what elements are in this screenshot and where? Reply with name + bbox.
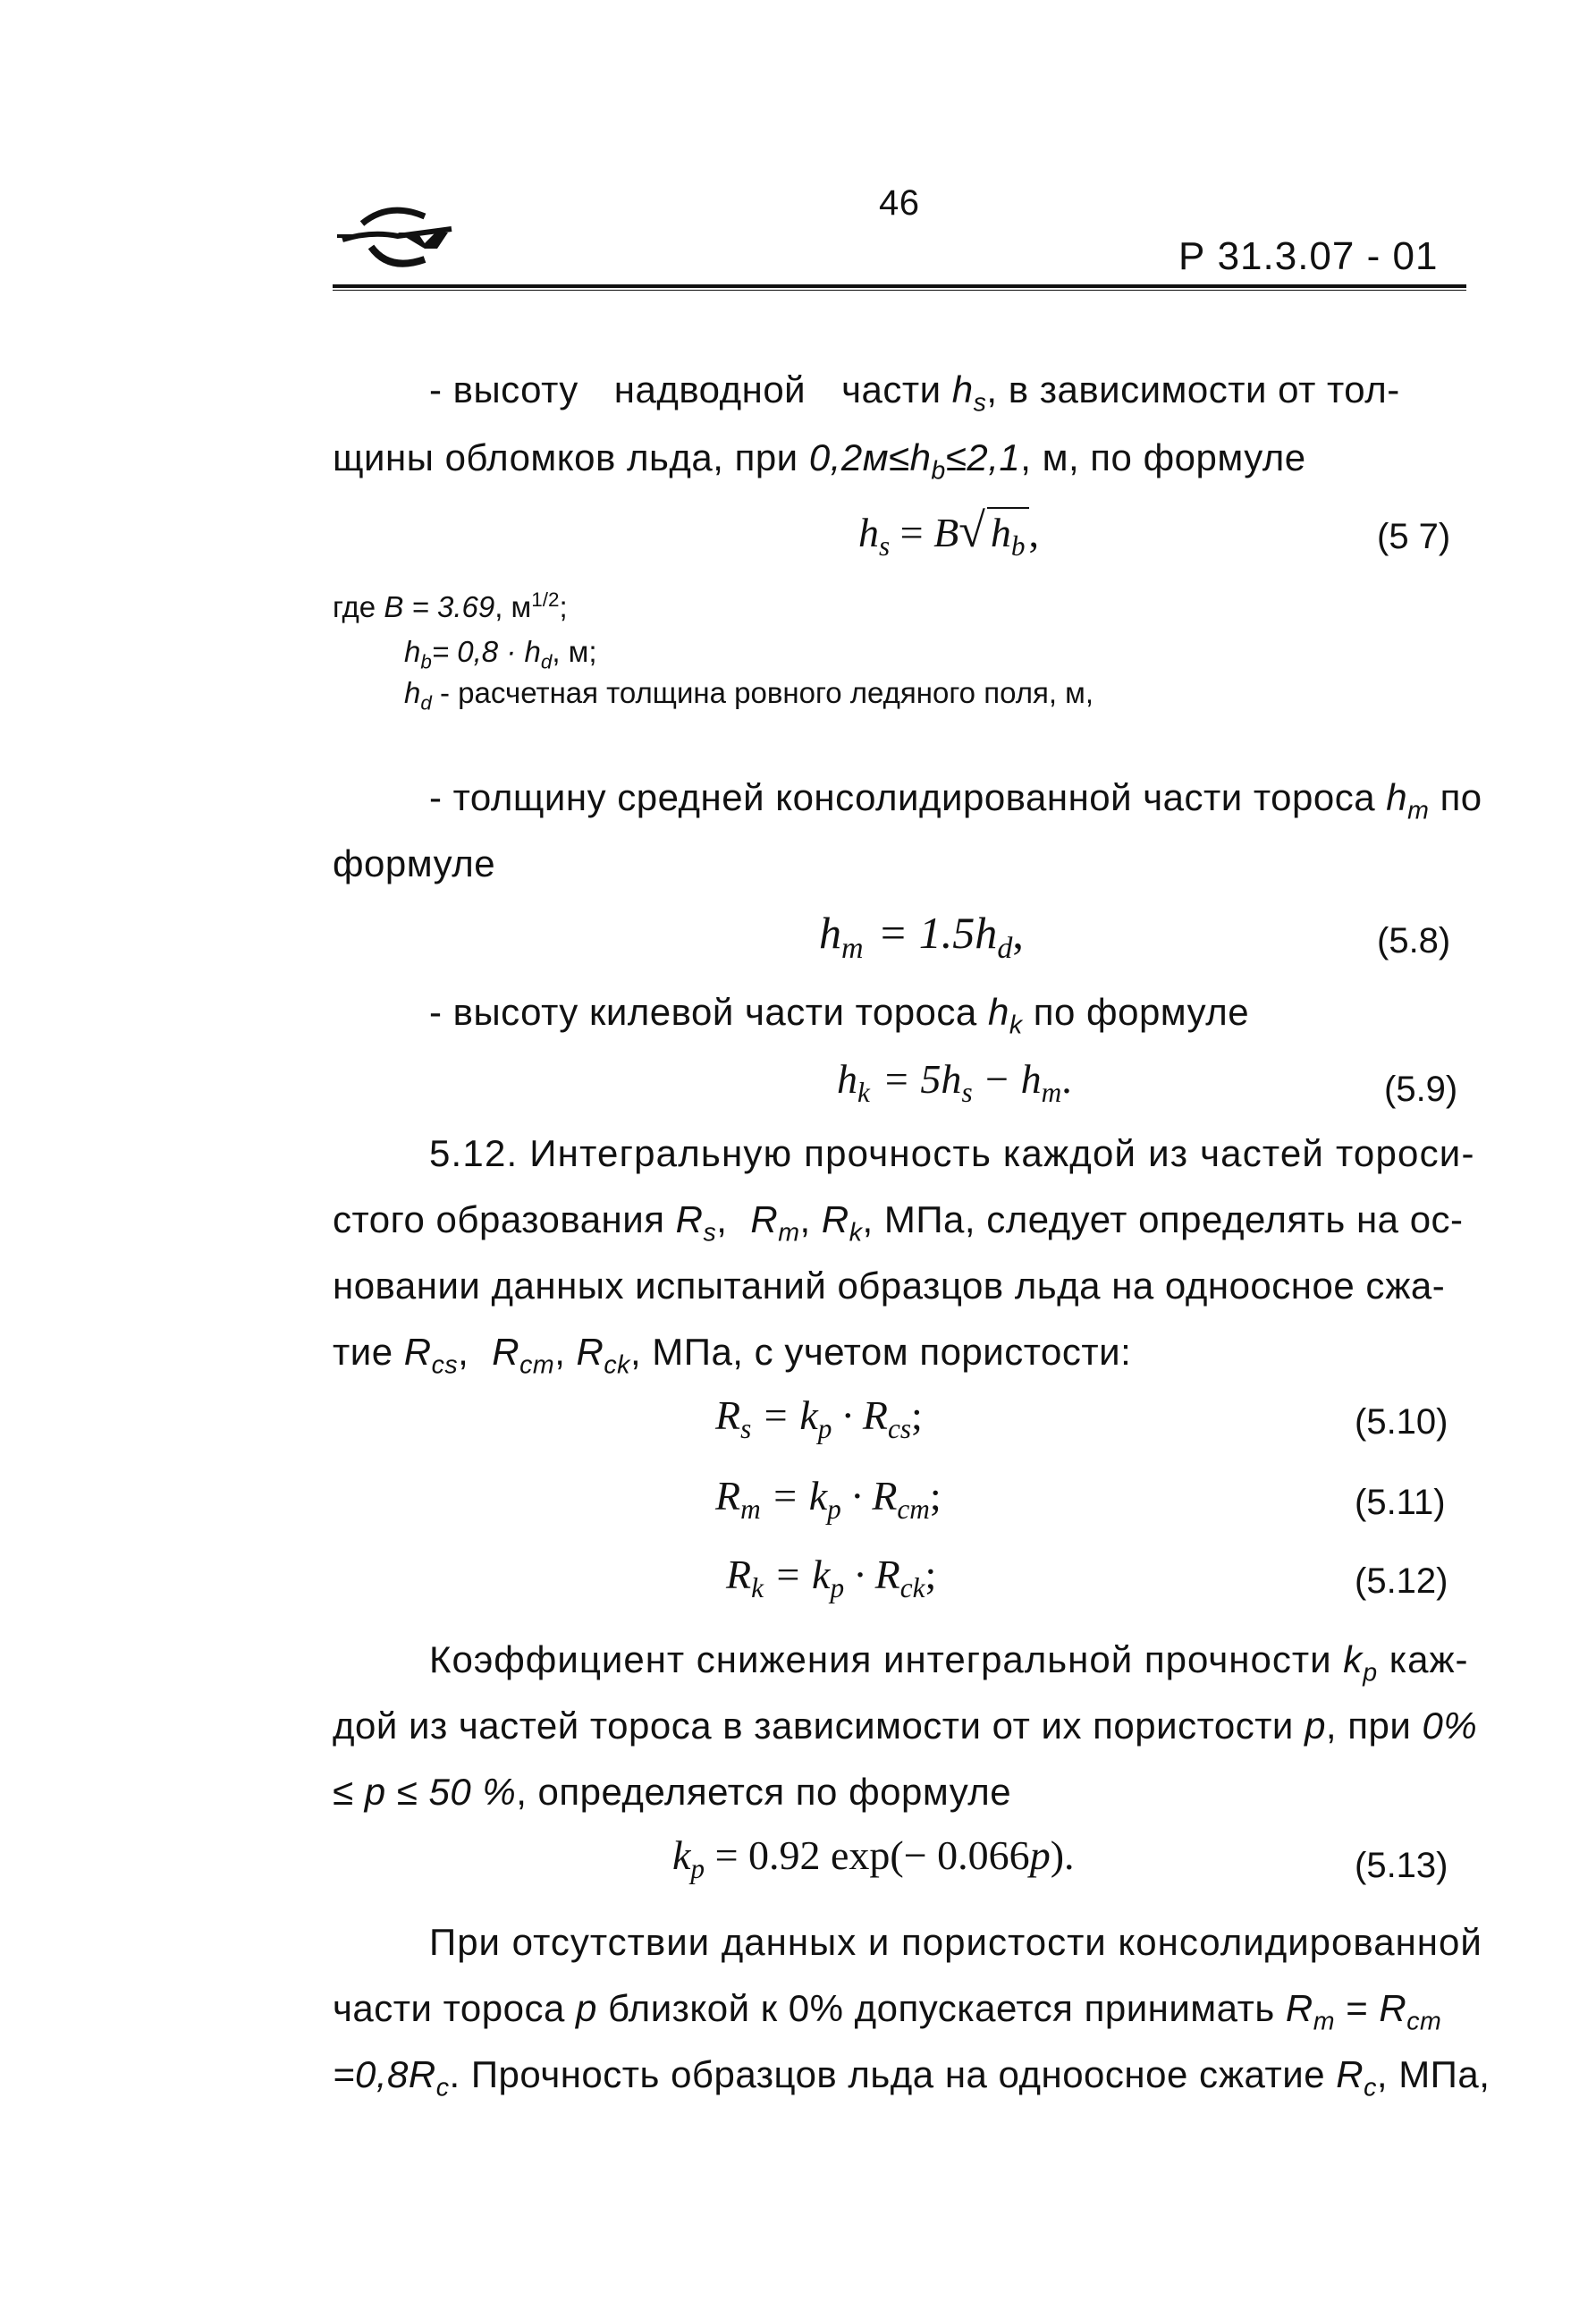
where-line-b: где B = 3.69, $м^{1/2}$; — [333, 588, 568, 623]
paragraph-1-line-2: щины обломков льда, при $0,2м\le h_b\le 2,1$, м, по формуле — [333, 436, 1306, 486]
paragraph-5-line-2: дой из частей тороса в зависимости от их пористости p, при 0% — [333, 1705, 1478, 1747]
equation-5-7: $h_s = B√$ $h_b$, — [858, 503, 1040, 563]
equation-5-12: $R_k = k_p \cdot R_{ck}$; — [726, 1552, 937, 1604]
paragraph-4-line-1: 5.12. Интегральную прочность каждой из частей тороси- — [429, 1132, 1475, 1174]
paragraph-3: - высоту килевой части тороса $h_k$ по формуле — [429, 991, 1250, 1040]
paragraph-4-line-2: стого образования $R_s$, $R_m$, $R_k$, МПа, следует определять на ос- — [333, 1198, 1464, 1248]
paragraph-2-line-1: - толщину средней консолидированной части тороса $h_m$ по — [429, 776, 1482, 825]
paragraph-2-line-2: формуле — [333, 842, 496, 884]
equation-5-13: $k_p = 0.92$ exp(− 0.066p). — [672, 1832, 1075, 1885]
equation-5-10: $R_s = k_p \cdot R_{cs}$; — [715, 1392, 923, 1445]
paragraph-6-line-2: части тороса p близкой к 0% допускается принимать $R_m = R_{cm}$ — [333, 1987, 1442, 2036]
equation-5-8: $h_m = 1.5h_d$, — [819, 908, 1024, 965]
equation-number-5-13: (5.13) — [1355, 1846, 1448, 1885]
header-rule — [333, 284, 1466, 288]
equation-number-5-10: (5.10) — [1355, 1402, 1448, 1442]
where-line-hb: $h_b= 0,8 \cdot h_d$, м; — [404, 635, 597, 673]
ship-wave-logo-icon — [335, 197, 469, 277]
equation-number-5-9: (5.9) — [1384, 1070, 1458, 1109]
paragraph-5-line-3: ≤ p ≤ 50 %, определяется по формуле — [333, 1771, 1012, 1813]
paragraph-1-line-1: - высоту надводной части $h_s$, в зависимости от тол- — [429, 368, 1400, 418]
paragraph-6-line-3: $=0,8R_c$. Прочность образцов льда на одноосное сжатие $R_c$, МПа, — [333, 2053, 1490, 2102]
equation-number-5-12: (5.12) — [1355, 1561, 1448, 1601]
page-number: 46 — [879, 183, 920, 223]
header-rule-thin — [333, 290, 1466, 291]
paragraph-4-line-4: тие $R_{cs}$, $R_{cm}$, $R_{ck}$, МПа, с учетом пористости: — [333, 1331, 1132, 1380]
equation-number-5-11: (5.11) — [1355, 1483, 1446, 1522]
equation-number-5-8: (5.8) — [1377, 921, 1451, 960]
document-code: Р 31.3.07 - 01 — [1178, 234, 1439, 278]
paragraph-6-line-1: При отсутствии данных и пористости консолидированной — [429, 1921, 1482, 1963]
paragraph-4-line-3: новании данных испытаний образцов льда на одноосное сжа- — [333, 1265, 1446, 1307]
paragraph-5-line-1: Коэффициент снижения интегральной прочности $k_p$ каж- — [429, 1638, 1469, 1688]
where-line-hd: $h_d$ - расчетная толщина ровного ледяного поля, м, — [404, 676, 1094, 715]
equation-5-9: $h_k = 5h_s - h_m$. — [837, 1056, 1072, 1109]
equation-number-5-7: (5 7) — [1377, 517, 1451, 556]
equation-5-11: $R_m = k_p \cdot R_{cm}$; — [715, 1473, 942, 1526]
